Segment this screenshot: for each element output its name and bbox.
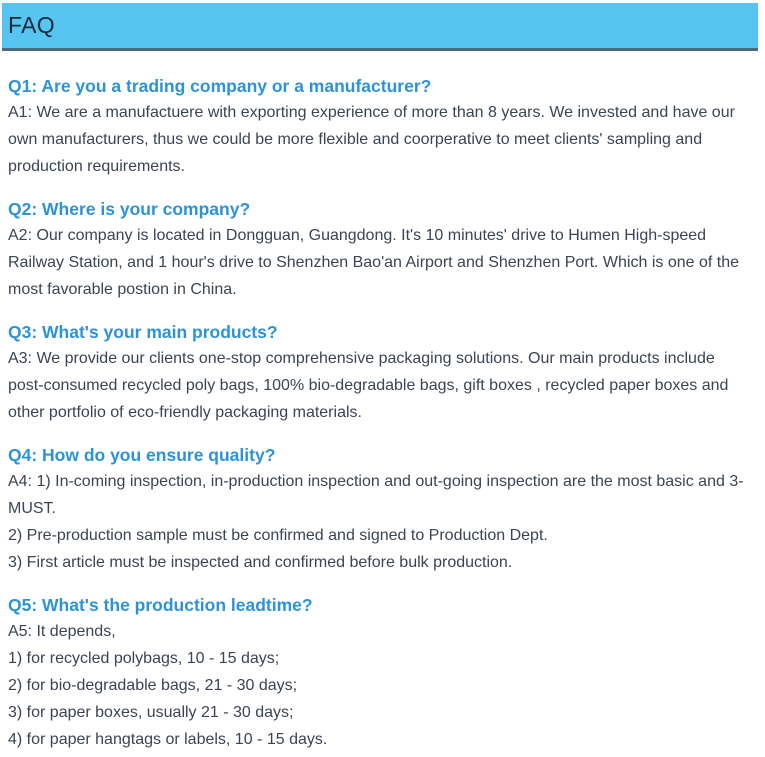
faq-answer-text: A5: It depends, 1) for recycled polybags, 10 - 15 days; 2) for bio-degradable bags, 21 - 30 days; 3) for paper boxes, usually 21 - 30 days; 4) for paper hangtags or labels, 10 - 15 days. bbox=[8, 623, 328, 748]
faq-question-heading: Q5: What's the production leadtime? bbox=[8, 595, 313, 615]
faq-item bbox=[8, 319, 753, 426]
faq-question-heading: Q3: What's your main products? bbox=[8, 322, 278, 342]
faq-answer-text: A3: We provide our clients one-stop comprehensive packaging solutions. Our main products include post-consumed recycled poly bags, 100% bio-degradable bags, gift boxes , recycled paper boxes and other portfolio of eco-friendly packaging materials. bbox=[8, 350, 729, 421]
faq-question-heading: Q2: Where is your company? bbox=[8, 199, 251, 219]
faq-list bbox=[8, 73, 753, 753]
faq-answer-text: A1: We are a manufactuere with exporting experience of more than 8 years. We invested and have our own manufacturers, thus we could be more flexible and coorperative to meet clients' sampling and production requirements. bbox=[8, 104, 735, 175]
faq-question-heading: Q1: Are you a trading company or a manufacturer? bbox=[8, 76, 432, 96]
faq-question-heading: Q4: How do you ensure quality? bbox=[8, 445, 276, 465]
faq-item bbox=[8, 196, 753, 303]
faq-answer-text: A4: 1) In-coming inspection, in-production inspection and out-going inspection are the most basic and 3-MUST. 2) Pre-production sample must be confirmed and signed to Production Dept. 3) First article must be inspected and confirmed before bulk production. bbox=[8, 473, 744, 571]
faq-item bbox=[8, 592, 753, 753]
faq-section-title: FAQ bbox=[8, 12, 55, 38]
faq-section-header bbox=[2, 3, 758, 51]
faq-item bbox=[8, 73, 753, 180]
faq-item bbox=[8, 442, 753, 576]
faq-answer-text: A2: Our company is located in Dongguan, Guangdong. It's 10 minutes' drive to Humen High-speed Railway Station, and 1 hour's drive to Shenzhen Bao'an Airport and Shenzhen Port. Which is one of the most favorable postion in China. bbox=[8, 227, 739, 298]
faq-content bbox=[0, 51, 765, 757]
